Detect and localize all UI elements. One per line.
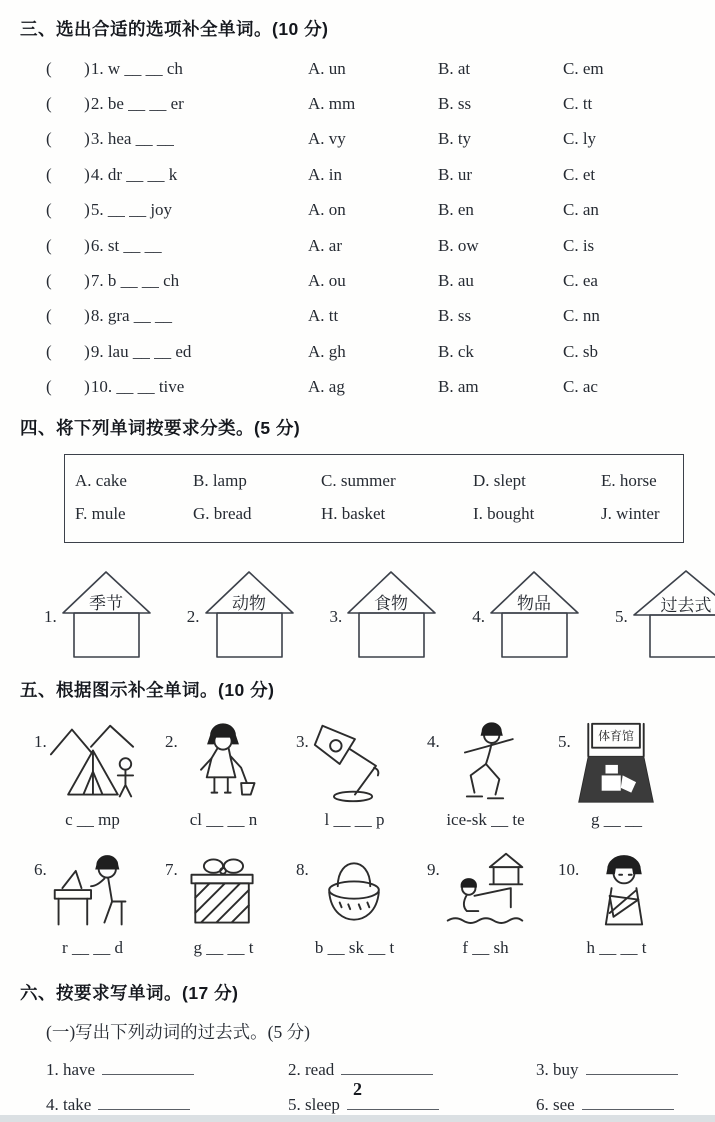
house-number: 3. [329,606,343,626]
question-word: 9. lau __ __ ed [90,341,192,361]
item-number: 5. [558,731,571,751]
option-c: C. ea [563,271,598,291]
word-blank[interactable]: l __ __ p [324,809,385,829]
verb-label: 6. see [536,1094,575,1114]
verb-label: 4. take [46,1094,92,1114]
house-number: 5. [615,606,628,626]
item-number: 7. [165,859,178,879]
bank-word: A. cake [75,470,127,490]
option-c: C. ly [563,129,597,149]
house-shape-icon[interactable] [629,567,715,661]
reading-picture [49,848,135,934]
verb-item [536,1060,715,1080]
option-c: C. tt [563,94,593,114]
verb-item [46,1060,288,1080]
picture-row-1 [34,720,715,830]
question-word: 5. __ __ joy [90,200,173,220]
page-bottom-edge [0,1115,715,1122]
svg-text:动物: 动物 [231,593,266,613]
item-number: 3. [296,731,309,751]
svg-text:季节: 季节 [88,593,123,613]
mc-question-row-1 [46,51,715,86]
answer-bracket[interactable]: ( ) [46,271,91,291]
option-b: B. am [438,377,479,397]
svg-text:过去式: 过去式 [660,595,712,615]
section-5-title: 五、根据图示补全单词。(10 分) [20,679,275,700]
option-a: A. ar [308,235,342,255]
word-blank[interactable]: r __ __ d [62,937,123,957]
answer-bracket[interactable]: ( ) [46,200,91,220]
section-3-title: 三、选出合适的选项补全单词。(10 分) [20,19,329,39]
mc-question-row-3 [46,122,715,157]
option-c: C. is [563,235,595,255]
mc-question-row-10 [46,370,715,405]
section-picture-words [0,677,715,958]
option-c: C. et [563,164,596,184]
word-blank[interactable]: g __ __ [591,809,642,829]
answer-bracket[interactable]: ( ) [46,377,91,397]
option-b: B. at [438,58,471,78]
picture-item-gym [558,720,689,830]
bank-word: B. lamp [193,470,247,490]
mc-question-row-7 [46,263,715,298]
item-number: 9. [427,859,440,879]
word-bank-row-1 [75,464,679,497]
option-c: C. ac [563,377,598,397]
verb-label: 5. sleep [288,1094,340,1114]
question-word: 10. __ __ tive [90,377,185,397]
verb-item [288,1060,536,1080]
option-c: C. em [563,58,604,78]
house-shape-icon[interactable] [58,567,155,661]
answer-bracket[interactable]: ( ) [46,306,91,326]
item-number: 8. [296,859,309,879]
ice-skating-picture [442,720,528,806]
picture-item-lamp [296,720,427,830]
answer-line[interactable] [102,1061,194,1075]
cleaning-picture [180,720,266,806]
answer-line[interactable] [586,1061,678,1075]
question-word: 4. dr __ __ k [90,164,178,184]
answer-bracket[interactable]: ( ) [46,164,91,184]
house-number: 2. [186,606,200,626]
option-a: A. ag [308,377,345,397]
picture-item-ice-skate [427,720,558,830]
gift-picture [180,848,266,934]
option-a: A. mm [308,94,356,114]
verb-label: 2. read [288,1059,335,1079]
question-word: 3. hea __ __ [90,129,174,149]
option-b: B. ck [438,341,474,361]
svg-text:食物: 食物 [374,593,409,613]
bank-word: F. mule [75,503,126,523]
section-classify-words [0,415,715,661]
option-a: A. un [308,58,346,78]
mc-question-row-4 [46,157,715,192]
option-b: B. ur [438,164,472,184]
house-animals [187,567,298,661]
option-a: A. gh [308,341,346,361]
basket-picture [311,848,397,934]
section-choose-options [0,0,715,405]
page-number: 2 [353,1079,362,1099]
question-word: 6. st __ __ [90,235,162,255]
word-blank[interactable]: b __ sk __ t [314,937,395,957]
word-blank[interactable]: h __ __ t [586,937,647,957]
camping-picture [49,720,135,806]
word-bank-row-2 [75,497,679,530]
verb-label: 1. have [46,1059,96,1079]
item-number: 4. [427,731,440,751]
mc-question-row-9 [46,334,715,369]
house-shape-icon[interactable] [343,567,440,661]
section-4-title: 四、将下列单词按要求分类。(5 分) [20,417,301,438]
question-word: 7. b __ __ ch [90,271,180,291]
answer-bracket[interactable]: ( ) [46,235,91,255]
word-blank[interactable]: ice-sk __ te [446,809,525,829]
category-houses [44,567,715,661]
hurt-arm-picture [581,848,667,934]
option-a: A. in [308,164,342,184]
option-a: A. vy [308,129,346,149]
option-a: A. ou [308,271,346,291]
house-items [472,567,583,661]
item-number: 2. [165,731,178,751]
option-b: B. au [438,271,474,291]
bank-word: D. slept [473,470,526,490]
option-c: C. nn [563,306,600,326]
mc-question-row-8 [46,299,715,334]
house-shape-icon[interactable] [486,567,583,661]
option-b: B. ty [438,129,472,149]
house-seasons [44,567,155,661]
mc-question-row-2 [46,86,715,121]
picture-item-fish [427,848,558,958]
word-bank-box [64,454,684,543]
answer-bracket[interactable]: ( ) [46,94,91,114]
mc-question-row-6 [46,228,715,263]
question-word: 1. w __ __ ch [90,58,183,78]
picture-item-hurt [558,848,689,958]
item-number: 6. [34,859,47,879]
option-b: B. en [438,200,474,220]
answer-line[interactable] [341,1061,433,1075]
bank-word: G. bread [193,503,252,523]
bank-word: C. summer [321,470,396,490]
bank-word: H. basket [321,503,386,523]
option-c: C. an [563,200,599,220]
section-6-subtitle: (一)写出下列动词的过去式。(5 分) [46,1021,310,1042]
house-shape-icon[interactable] [201,567,298,661]
word-blank[interactable]: cl __ __ n [189,809,258,829]
question-word: 2. be __ __ er [90,94,184,114]
answer-bracket[interactable]: ( ) [46,129,91,149]
picture-item-basket [296,848,427,958]
option-a: A. on [308,200,346,220]
item-number: 1. [34,731,47,751]
svg-text:体育馆: 体育馆 [597,728,634,743]
option-b: B. ss [438,306,472,326]
svg-text:物品: 物品 [517,593,551,613]
item-number: 10. [558,859,580,879]
answer-bracket[interactable]: ( ) [46,341,91,361]
bank-word: E. horse [601,470,657,490]
option-c: C. sb [563,341,598,361]
mc-question-list [46,51,715,405]
word-blank[interactable]: f __ sh [462,937,509,957]
picture-item-clean [165,720,296,830]
answer-bracket[interactable]: ( ) [46,58,91,78]
fishing-picture [442,848,528,934]
bank-word: I. bought [473,503,535,523]
house-number: 4. [472,606,485,626]
option-a: A. tt [308,306,339,326]
picture-item-gift [165,848,296,958]
word-blank[interactable]: g __ __ t [193,937,254,957]
verb-label: 3. buy [536,1059,579,1079]
option-b: B. ow [438,235,479,255]
gym-picture [573,720,659,806]
picture-row-2 [34,848,715,958]
option-b: B. ss [438,94,472,114]
picture-item-camp [34,720,165,830]
word-blank[interactable]: c __ mp [65,809,120,829]
house-number: 1. [44,606,57,626]
bank-word: J. winter [601,503,660,523]
house-food [330,567,441,661]
picture-item-read [34,848,165,958]
house-past-tense [615,567,715,661]
lamp-picture [311,720,397,806]
mc-question-row-5 [46,193,715,228]
section-6-title: 六、按要求写单词。(17 分) [20,982,239,1003]
question-word: 8. gra __ __ [90,306,173,326]
